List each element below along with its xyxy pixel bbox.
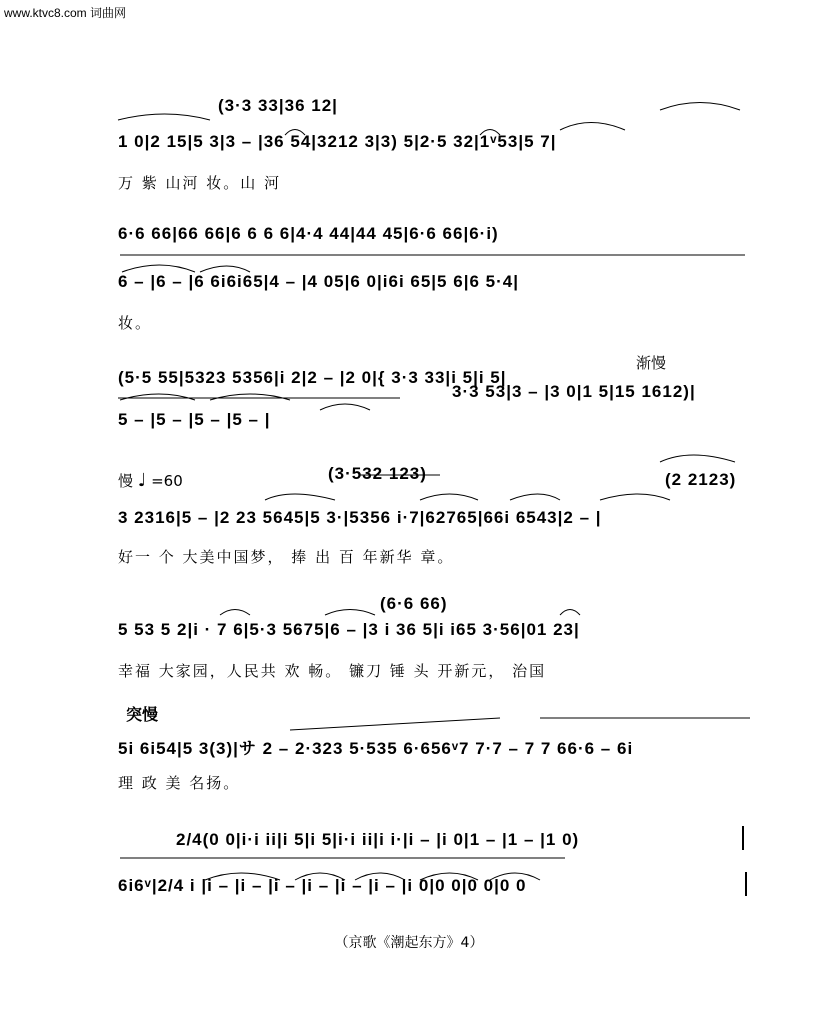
page-caption: （京歌《潮起东方》4）: [334, 935, 484, 951]
system3-lower-line: 5 – |5 – |5 – |5 – |: [118, 410, 271, 429]
quarter-note-icon: ♩: [137, 470, 147, 491]
system3-tempo-mark: 渐慢: [636, 354, 667, 372]
system4-upper-right-line: (2 2123): [665, 470, 737, 489]
system5-upper-line: (6·6 66): [380, 594, 448, 613]
site-watermark: www.ktvc8.com 词曲网: [4, 6, 127, 20]
system6-lyrics: 理 政 美 名扬。: [118, 774, 241, 792]
system4-lyrics: 好一 个 大美中国梦， 捧 出 百 年新华 章。: [118, 548, 455, 566]
system2-lower-line: 6 – |6 – |6 6i6i65|4 – |4 05|6 0|i6i 65|5 6|6 5·4|: [118, 272, 519, 291]
tempo-label: 慢: [118, 472, 134, 490]
system1-lower-line: 1 0|2 15|5 3|3 – |36 54|3212 3|3) 5|2·5 32|1ᵛ53|5 7|: [118, 132, 557, 151]
tempo-value: =60: [151, 472, 183, 490]
final-barline-lower: [745, 872, 747, 896]
system4-upper-line: (3·532 123): [328, 464, 427, 483]
system6-lower-line: 5i 6i54|5 3(3)|サ 2 – 2·323 5·535 6·656ᵛ7 7·7 – 7 7 66·6 – 6i: [118, 739, 634, 758]
system5-lower-line: 5 53 5 2|i · 7 6|5·3 5675|6 – |3 i 36 5|i i65 3·56|01 23|: [118, 620, 580, 639]
system7-lower-line: 6i6ᵛ|2/4 i |i – |i – |i – |i – |i – |i – |i 0|0 0|0 0|0 0: [118, 876, 527, 895]
system1-upper-line: (3·3 33|36 12|: [218, 96, 338, 115]
system6-tempo-mark: 突慢: [126, 705, 159, 724]
final-barline-upper: [742, 826, 744, 850]
system5-lyrics: 幸福 大家园，人民共 欢 畅。 镰刀 锤 头 开新元， 治国: [118, 662, 547, 680]
system7-upper-line: 2/4(0 0|i·i ii|i 5|i 5|i·i ii|i i·|i – |i 0|1 – |1 – |1 0): [176, 830, 580, 849]
system2-lyrics: 妆。: [118, 314, 153, 332]
tempo-marking: [118, 470, 183, 491]
system4-lower-line: 3 2316|5 – |2 23 5645|5 3·|5356 i·7|62765|66i 6543|2 – |: [118, 508, 602, 527]
system3-lower-right-line: 3·3 53|3 – |3 0|1 5|15 1612)|: [452, 382, 696, 401]
system2-upper-line: 6·6 66|66 66|6 6 6 6|4·4 44|44 45|6·6 66|6·i): [118, 224, 499, 243]
system1-lyrics: 万 紫 山河 妆。山 河: [118, 174, 282, 192]
system3-upper-line: (5·5 55|5323 5356|i 2|2 – |2 0|{ 3·3 33|i 5|i 5|: [118, 368, 507, 387]
